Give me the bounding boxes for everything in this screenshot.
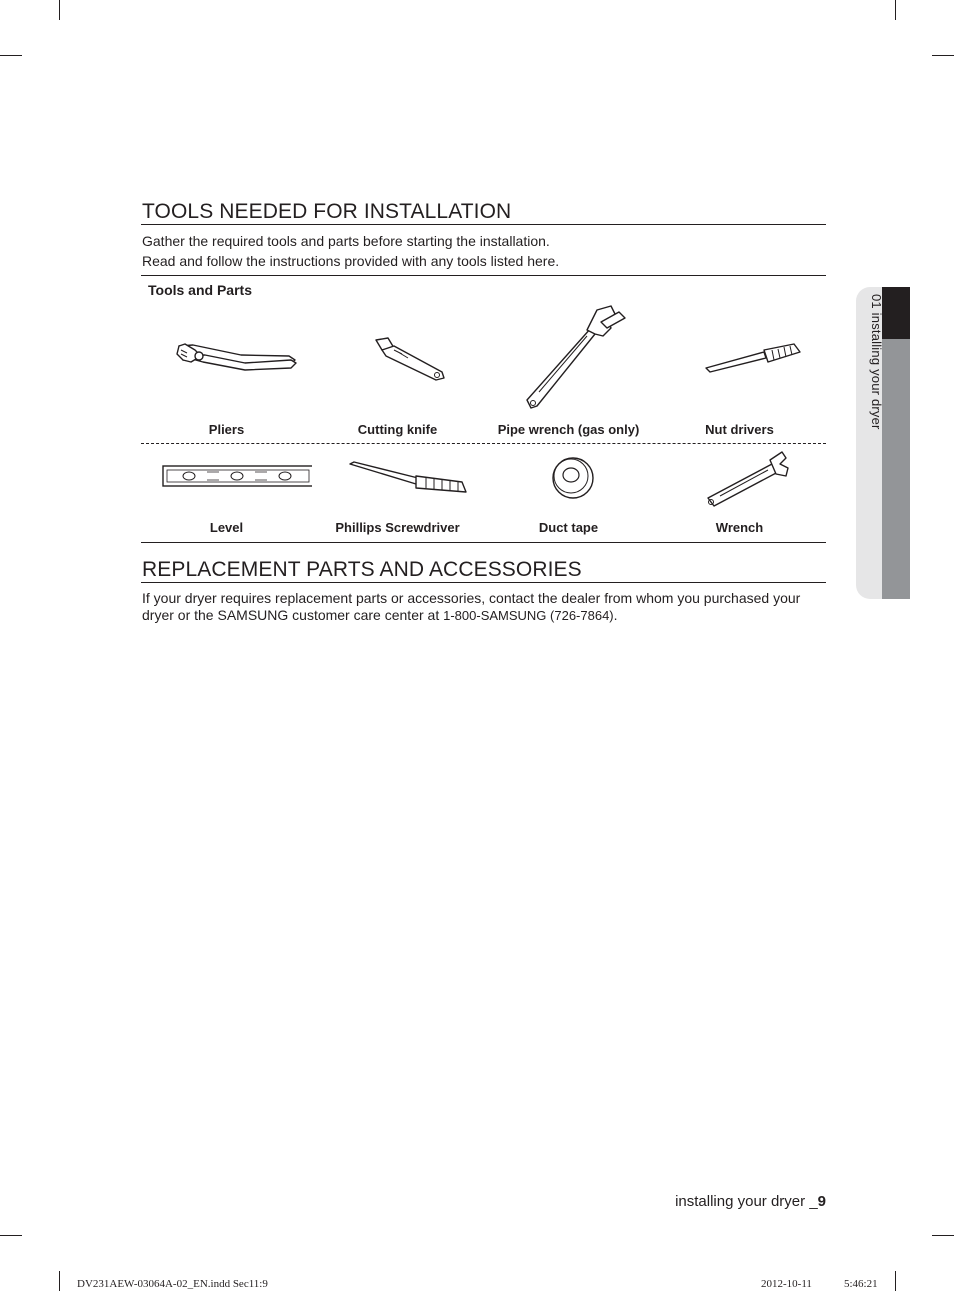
title-rule xyxy=(141,224,826,225)
footer-section: installing your dryer xyxy=(675,1193,806,1210)
tool-label: Pliers xyxy=(208,422,245,437)
tool-item-level xyxy=(141,450,312,548)
slug-date: 2012-10-11 xyxy=(761,1278,812,1290)
tool-item-duct-tape xyxy=(483,450,654,548)
replacement-section-title: REPLACEMENT PARTS AND ACCESSORIES xyxy=(142,558,582,581)
footer-page-prefix: _ xyxy=(809,1193,818,1210)
tool-label: Pipe wrench (gas only) xyxy=(497,422,640,437)
pipe-wrench-icon xyxy=(483,300,654,420)
slug-filename: DV231AEW-03064A-02_EN.indd Sec11:9 xyxy=(77,1278,268,1290)
pliers-icon xyxy=(141,300,312,420)
crop-mark xyxy=(895,1271,896,1291)
tool-item-pipe-wrench xyxy=(483,300,654,437)
tool-label: Cutting knife xyxy=(357,422,438,437)
tools-table-header: Tools and Parts xyxy=(148,282,252,298)
chapter-tab-strip xyxy=(882,339,910,599)
crop-mark xyxy=(59,1271,60,1291)
tools-section-title: TOOLS NEEDED FOR INSTALLATION xyxy=(142,200,512,223)
crop-mark xyxy=(895,0,896,20)
crop-mark xyxy=(932,1235,954,1236)
level-icon xyxy=(141,450,312,520)
crop-mark xyxy=(0,55,22,56)
duct-tape-icon xyxy=(483,450,654,520)
replacement-paragraph xyxy=(142,590,832,624)
slug-time: 5:46:21 xyxy=(844,1278,878,1290)
crop-mark xyxy=(59,0,60,20)
replacement-text: If your dryer requires replacement parts or accessories, contact the dealer from whom you purchased your dryer or the SAMSUNG customer care center at xyxy=(142,590,801,623)
tool-label: Level xyxy=(209,520,244,535)
tool-label: Phillips Screwdriver xyxy=(335,520,460,535)
chapter-tab-label: 01 installing your dryer xyxy=(869,294,884,430)
tool-item-phillips-screwdriver xyxy=(312,450,483,548)
tool-label: Duct tape xyxy=(538,520,599,535)
crop-mark xyxy=(0,1235,22,1236)
tool-item-cutting-knife xyxy=(312,300,483,437)
crop-mark xyxy=(932,55,954,56)
tool-item-nut-drivers xyxy=(654,300,825,437)
page-number: 9 xyxy=(817,1193,826,1210)
adjustable-wrench-icon xyxy=(654,450,825,520)
title-rule xyxy=(141,582,826,583)
customer-care-phone: 1-800-SAMSUNG (726-7864) xyxy=(443,608,614,623)
table-top-rule xyxy=(141,275,826,276)
tool-label: Wrench xyxy=(715,520,764,535)
tools-intro-line-1: Gather the required tools and parts before starting the installation. xyxy=(142,233,550,249)
row-divider xyxy=(141,443,826,444)
chapter-tab-marker xyxy=(882,287,910,339)
replacement-text-end: . xyxy=(613,607,618,623)
phillips-screwdriver-icon xyxy=(312,450,483,520)
page-footer xyxy=(675,1193,826,1210)
cutting-knife-icon xyxy=(312,300,483,420)
tool-label: Nut drivers xyxy=(705,422,774,437)
tools-intro-line-2: Read and follow the instructions provided with any tools listed here. xyxy=(142,253,560,269)
nut-driver-icon xyxy=(654,300,825,420)
tool-item-wrench xyxy=(654,450,825,548)
table-bottom-rule xyxy=(141,542,826,543)
tool-item-pliers xyxy=(141,300,312,437)
